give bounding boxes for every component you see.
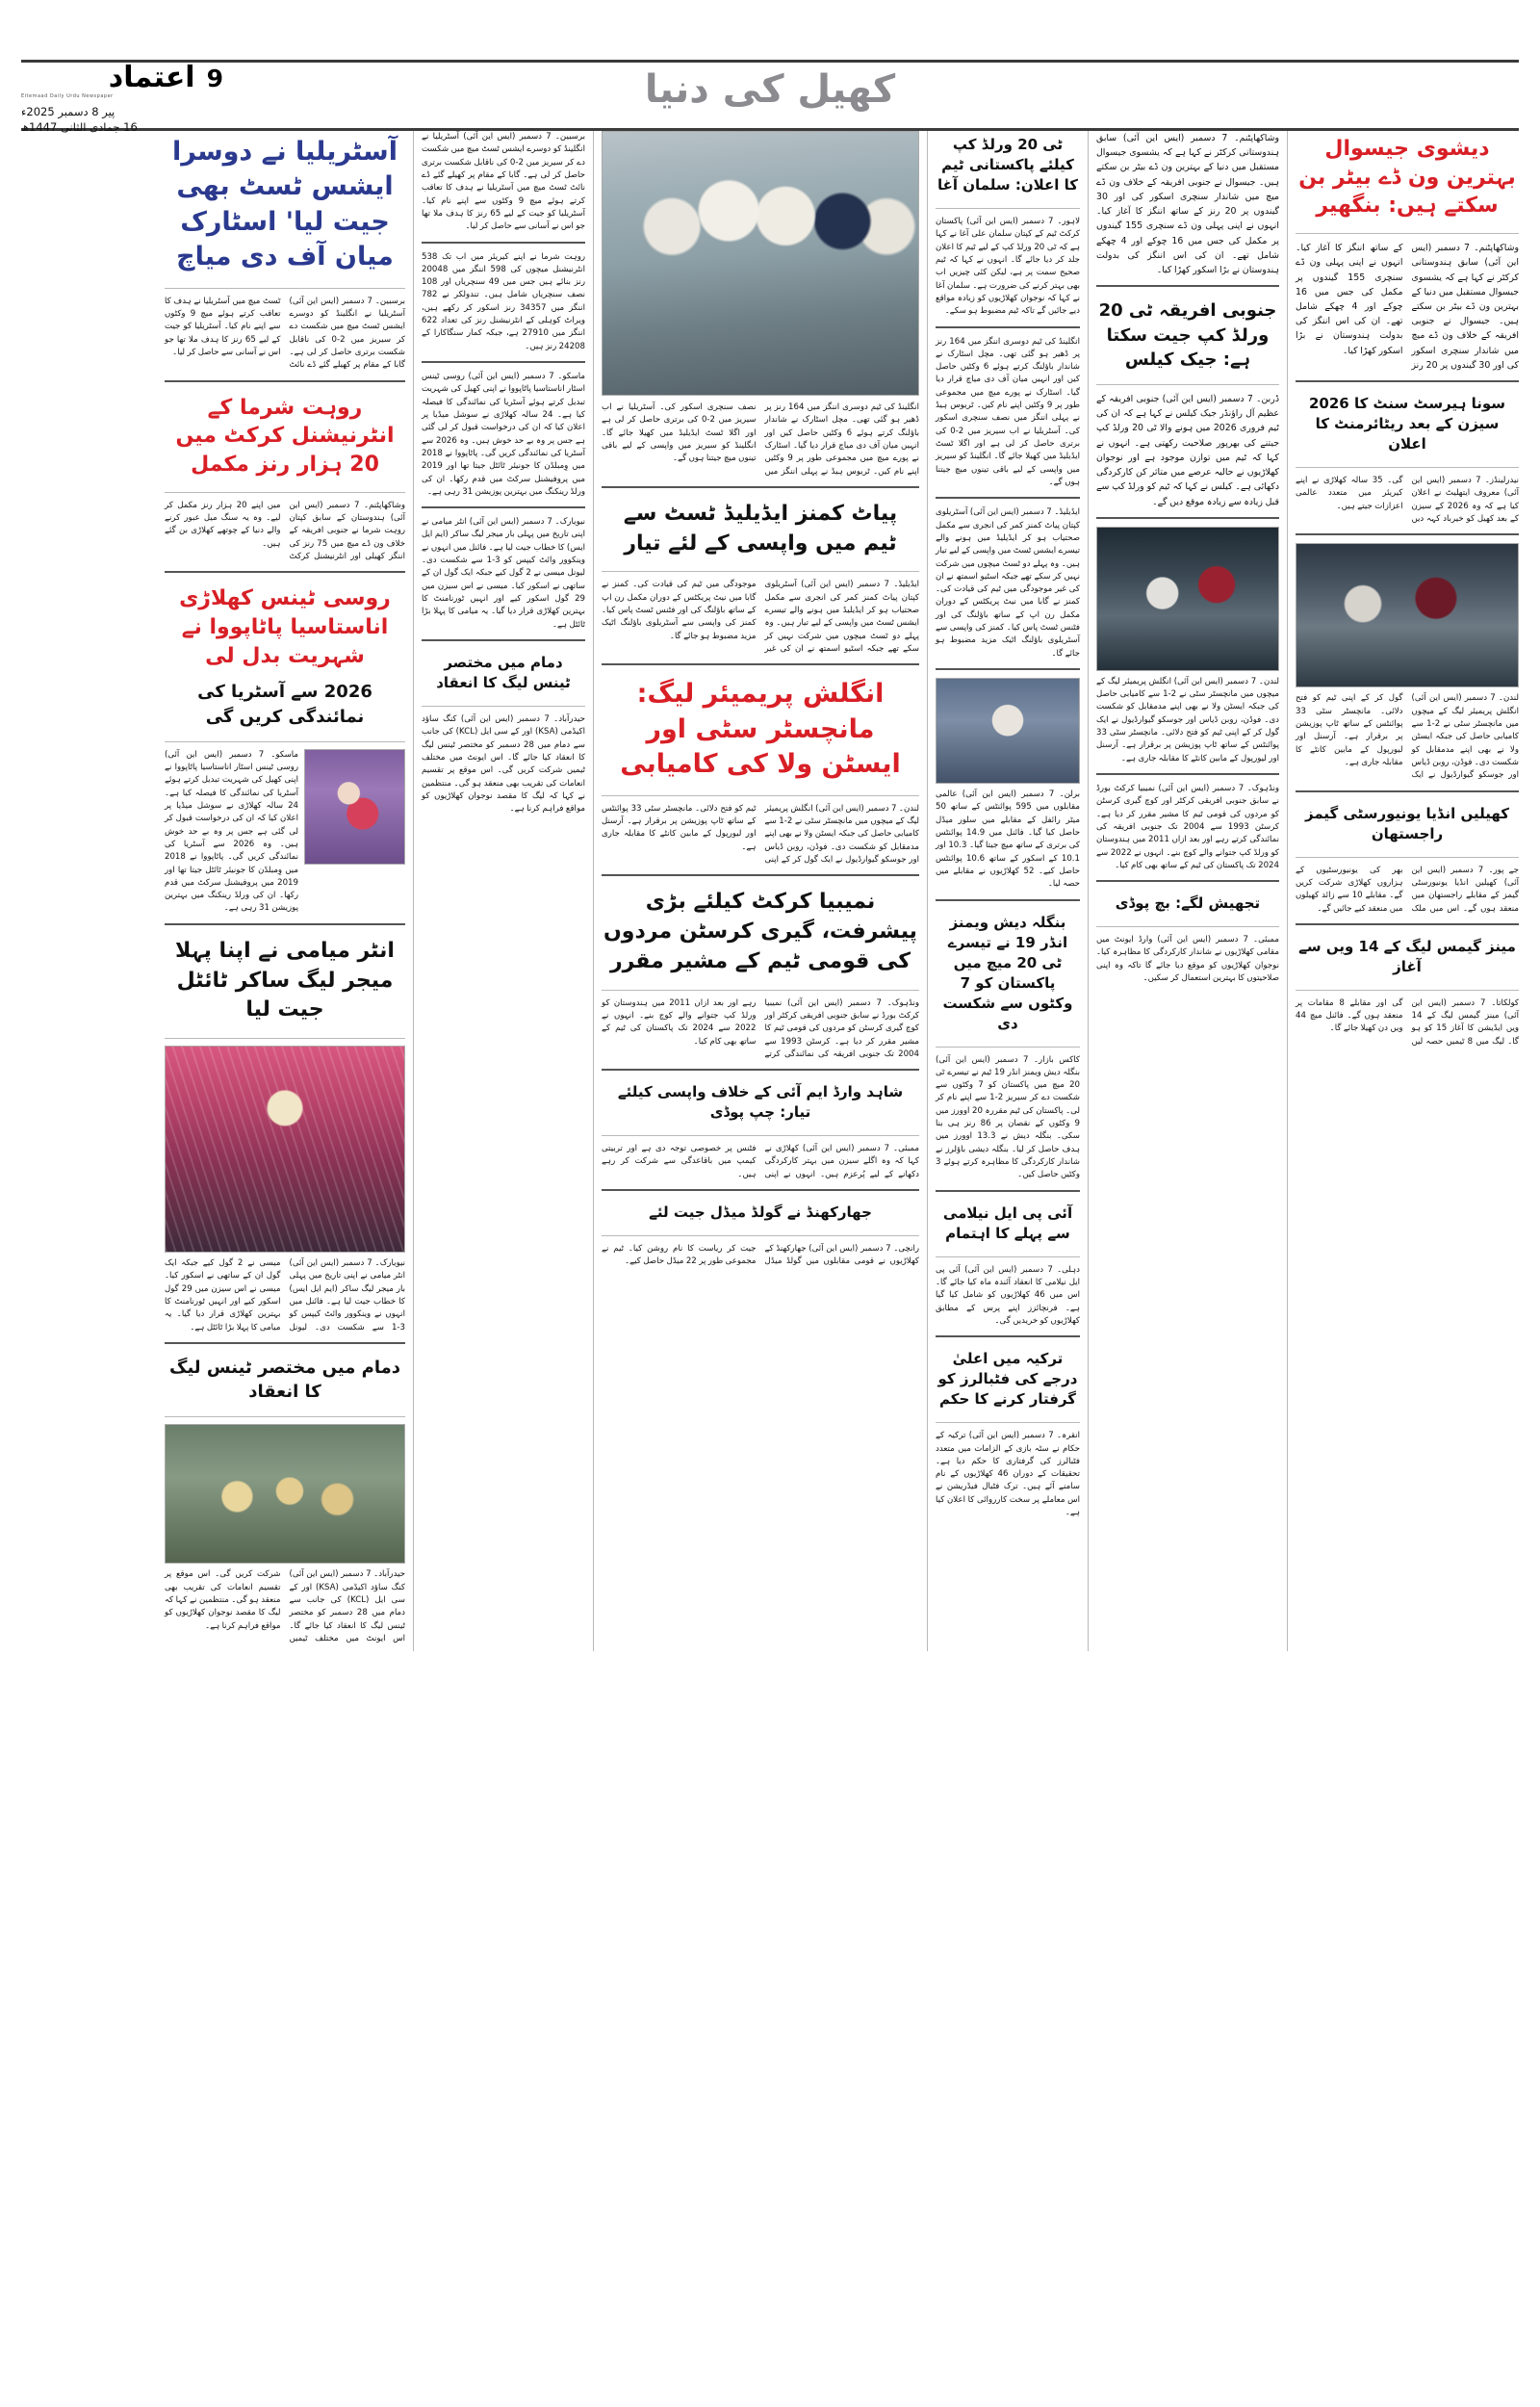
ashes-left-body: برسبین۔ 7 دسمبر (ایس این آئی) آسٹریلیا نے انگلینڈ کو دوسرے ایشس ٹسٹ میچ میں شکست دے کر سیریز میں 2-0 کی ناقابل شکست برتری حاصل کر لی ہے۔ گابا کے مقام پر کھیلے گئے ڈے نائٹ ٹسٹ میچ میں آسٹریلیا نے ہدف کا تعاقب کرتے ہوئے میچ 9 وکٹوں سے اپنے نام کیا۔ آسٹریلیا کو جیت کے لیے 65 رنز کا ہدف ملا تھا جو اس نے آسانی سے حاصل کر لیا۔ [165,296,405,371]
article-dammam [165,1352,405,1645]
divider [422,506,585,508]
divider [936,497,1080,499]
masthead-rule [21,60,1519,63]
divider [165,1416,405,1417]
ashes-lead-text [602,401,919,479]
rohit-body-mid: روہت شرما نے اپنے کیریئر میں اب تک 538 انٹرنیشنل میچوں کی 598 اننگز میں 20048 رنز بنائے ہیں جس میں 49 سنچریاں اور 108 نصف سنچریاں شامل ہیں۔ تندولکر نے 782 اننگز میں 34357 رنز اسکور کر رکھے ہیں، ویراٹ کوہلی کے انٹرنیشنل رنز کی تعداد 622 اننگز میں 27910 ہے، جبکہ کمار سنگاکارا کے 24208 رنز ہیں۔ [422,251,585,351]
column-divider [413,131,414,1651]
page-body [21,131,1519,1651]
uae-t20-headline: ٹی 20 ورلڈ کپ کیلئے پاکستانی ٹیم کا اعلان: سلمان آغا [937,136,1078,194]
epl-body-2: لندن۔ 7 دسمبر (ایس این آئی) انگلش پریمیئر لیگ کے میچوں میں مانچسٹر سٹی نے 2-1 سے کامیابی حاصل کی جبکہ ایسٹن ولا نے بھی اپنے مدمقابل کو شکست دی۔ فوڈن، روبن ڈیاس اور جوسکو گیوارڈیول نے ایک گول کر کے اپنی ٹیم کو فتح دلائی۔ مانچسٹر سٹی 33 پوائنٹس کے ساتھ ٹاپ پوزیشن پر برقرار ہے۔ آرسنل اور لیورپول کے مابین کانٹے کا مقابلہ جاری ہے۔ [1096,676,1279,764]
divider [602,1189,919,1191]
epl-photo-right-block [1096,527,1279,765]
rohit-headline: روہت شرما کے انٹرنیشنل کرکٹ میں 20 ہزار رنز مکمل [175,395,395,477]
mens-league-body: کولکاتا۔ 7 دسمبر (ایس این آئی) مینز گیمس لیگ کے 14 ویں ایڈیشن کا آغاز 15 کو ہو گا۔ لیگ میں 8 ٹیمیں حصہ لیں گی اور مقابلے 8 مقامات پر منعقد ہوں گے۔ فائنل میچ 44 ویں دن کھیلا جائے گا۔ [1296,997,1519,1047]
ashes-dateline-block [422,131,585,234]
article-sona [1296,390,1519,526]
divider [422,706,585,707]
turkey-headline: ترکیہ میں اعلیٰ درجے کی فٹبالرز کو گرفتار کرنے کا حکم [937,1350,1078,1409]
tejashwi-headline: تجھیش لگے: بچ پوڈی [1115,894,1261,913]
article-jharkhand [602,1199,919,1269]
divider [936,899,1080,901]
rohit-body: وشاکھاپٹنم۔ 7 دسمبر (ایس این آئی) ہندوستان کے سابق کپتان روہت شرما نے جنوبی افریقہ کے خلاف ون ڈے میچ میں 75 رنز کی اننگز کھیلی اور انٹرنیشنل کرکٹ میں اپنے 20 ہزار رنز مکمل کر لیے۔ وہ یہ سنگ میل عبور کرنے والے دنیا کے چوتھے کھلاڑی بن گئے ہیں۔ [165,500,406,561]
uae-t20-block [936,131,1080,319]
t20wc-body: ڈربن۔ 7 دسمبر (ایس این آئی) جنوبی افریقہ کے عظیم آل راؤنڈر جیک کیلس نے کہا ہے کہ ان کی ٹیم فروری 2026 میں ہونے والا ٹی 20 ورلڈ کپ جیتنے کی بھرپور صلاحیت رکھتی ہے۔ انہوں نے کہا کہ ٹیم میں توازن موجود ہے اور نوجوان کھلاڑیوں نے حالیہ عرصے میں متاثر کن کارکردگی دکھائی ہے۔ کیلس نے کہا کہ ٹیم کو ورلڈ کپ سے قبل زیادہ سے زیادہ موقع دیں گے۔ [1096,393,1279,507]
divider [1296,533,1519,535]
rohit-body-col5 [422,251,585,354]
article-inter-miami [165,933,405,1334]
jharkhand-headline: جھارکھنڈ نے گولڈ میڈل جیت لئے [649,1204,872,1222]
divider [936,1047,1080,1048]
article-ashes-head [165,131,405,373]
brand-latin-name: Eitemaad Daily Urdu Newspaper [21,93,114,99]
sona-headline: سونا ہیرسٹ سنٹ کا 2026 سیزن کے بعد ریٹائرمنٹ کا اعلان [1308,395,1506,453]
epl-photo-1 [1296,543,1519,687]
jaiswal-dateline: وشاکھاپٹنم۔ 7 دسمبر (ایس این آئی) سابق ہندوستانی کرکٹر نے کہا ہے کہ یشسوی جیسوال مستقبل میں دنیا کے بہترین ون ڈے بیٹر بن سکتے ہیں۔ جیسوال نے جنوبی افریقہ کے خلاف ون ڈے میچ میں شاندار سنچری اسکور کی اور 30 گیندوں پر 20 رنز کے ساتھ اننگز کا آغاز کیا۔ انہوں نے اپنی پہلی ون ڈے سنچری 155 گیندوں پر مکمل کی جس میں 16 چوکے اور 4 چھکے شامل تھے۔ ان کی اس اننگز کی بدولت ہندوستان نے بڑا اسکور کھڑا کیا۔ [1096,133,1279,276]
sona-body: نیدرلینڈز۔ 7 دسمبر (ایس این آئی) معروف ایتھلیٹ نے اعلان کیا ہے کہ وہ 2026 کے سیزن کے بعد کھیل کو خیرباد کہہ دیں گی۔ 35 سالہ کھلاڑی نے اپنے کیریئر میں متعدد عالمی اعزازات جیتے ہیں۔ [1296,476,1519,525]
divider [1296,990,1519,991]
divider [602,795,919,796]
divider [602,571,919,572]
article-tejashwi [1096,890,1279,985]
tennis-headline: روسی ٹینس کھلاڑی اناستاسیا پاٹاپووا نے شہریت بدل لی [179,586,391,668]
article-shahid [602,1078,919,1181]
india-u19-body: کاکس بازار۔ 7 دسمبر (ایس این آئی) بنگلہ دیش ویمنز انڈر 19 ٹیم نے تیسرے ٹی 20 میچ میں پاکستان کو 7 وکٹوں سے شکست دے کر سیریز 2-1 سے اپنے نام کر لی۔ پاکستان کی ٹیم مقررہ 20 اوورز میں 9 وکٹوں کے نقصان پر 86 رنز ہی بنا سکی۔ بنگلہ دیش نے 13.3 اوورز میں ہدف حاصل کر لیا۔ بنگلہ دیشی باؤلرز نے شاندار کارکردگی کا مظاہرہ کرتے ہوئے 3 وکٹیں حاصل کیں۔ [936,1054,1081,1180]
section-title: کھیل کی دنیا [644,67,896,112]
divider [936,1422,1080,1423]
ashes-dateline: برسبین۔ 7 دسمبر (ایس این آئی) آسٹریلیا نے انگلینڈ کو دوسرے ایشس ٹسٹ میچ میں شکست دے کر سیریز میں 2-0 کی ناقابل شکست برتری حاصل کر لی ہے۔ گابا کے مقام پر کھیلے گئے ڈے نائٹ ٹسٹ میچ میں آسٹریلیا نے ہدف کا تعاقب کرتے ہوئے میچ 9 وکٹوں سے اپنے نام کیا۔ آسٹریلیا کو جیت کے لیے 65 رنز کا ہدف ملا تھا جو اس نے آسانی سے حاصل کر لیا۔ [422,132,586,232]
ashes-lead-body: انگلینڈ کی ٹیم دوسری اننگز میں 164 رنز پر ڈھیر ہو گئی تھی۔ مچل اسٹارک نے شاندار باؤلنگ کرتے ہوئے 6 وکٹیں حاصل کیں اور انہیں میان آف دی میاچ قرار دیا گیا۔ اسٹارک نے پورے میچ میں مجموعی طور پر 9 وکٹیں اپنے نام کیں۔ ٹریوس ہیڈ نے پہلی اننگز میں نصف سنچری اسکور کی۔ آسٹریلیا نے اب سیریز میں 2-0 کی برتری حاصل کر لی ہے اور اگلا ٹسٹ ایڈیلیڈ میں کھیلا جائے گا۔ انگلینڈ کو سیریز میں واپسی کے لیے باقی تینوں میچ جیتنا ہوں گے۔ [602,402,919,477]
ipl-auction-block [936,1200,1080,1329]
divider [1096,880,1279,882]
tennis-body-col5 [422,371,585,499]
epl-photo-left-block [1296,543,1519,782]
column-center [602,131,919,1651]
divider [1096,384,1279,385]
india-u19-block [936,909,1080,1182]
divider [422,361,585,363]
epl-caption-body: لندن۔ 7 دسمبر (ایس این آئی) انگلش پریمیئر لیگ کے میچوں میں مانچسٹر سٹی نے 2-1 سے کامیابی حاصل کی جبکہ ایسٹن ولا نے بھی اپنے مدمقابل کو شکست دی۔ فوڈن، روبن ڈیاس اور جوسکو گیوارڈیول نے ایک گول کر کے اپنی ٹیم کو فتح دلائی۔ مانچسٹر سٹی 33 پوائنٹس کے ساتھ ٹاپ پوزیشن پر برقرار ہے۔ آرسنل اور لیورپول کے مابین کانٹے کا مقابلہ جاری ہے۔ [1296,693,1519,781]
date-hijri: 16 جمادی الثانی 1447ھ [21,119,138,134]
divider [602,1235,919,1236]
divider [936,1335,1080,1337]
namibia-headline: نمیبیا کرکٹ کیلئے بڑی پیشرفت، گیری کرسٹن مردوں کی قومی ٹیم کے مشیر مقرر [603,890,917,973]
jaiswal-headline: دیشوی جیسوال بہترین ون ڈے بیٹر بن سکتے ہیں: بنگھیر [1298,137,1516,219]
divider [1296,380,1519,382]
divider [936,1190,1080,1192]
divider [602,990,919,991]
ashes-lead-photo-block [602,131,919,396]
tennis-body: ماسکو۔ 7 دسمبر (ایس این آئی) روسی ٹینس اسٹار اناستاسیا پاٹاپووا نے اپنی کھیل کی شہریت تبدیل کرتے ہوئے آسٹریا کی نمائندگی کا فیصلہ کیا ہے۔ 24 سالہ کھلاڑی نے سوشل میڈیا پر اعلان کیا کہ ان کی درخواست قبول کر لی گئی ہے جس پر وہ بے حد خوش ہیں۔ وہ 2026 سے آسٹریا کی نمائندگی کریں گی۔ پاٹاپووا نے 2018 میں وِمبلڈن کا جونیئر ٹائٹل جیتا تھا اور 2019 میں پروفیشنل سرکٹ میں قدم رکھا۔ ان کی ورلڈ رینکنگ میں بہترین پوزیشن 31 رہی ہے۔ [165,749,298,914]
divider [936,668,1080,670]
divider [602,1069,919,1071]
column-2 [1096,131,1279,1651]
ashes-body-col3 [936,336,1080,490]
divider [1096,285,1279,287]
cummins-body: ایڈیلیڈ۔ 7 دسمبر (ایس این آئی) آسٹریلوی کپتان پیاٹ کمنز کمر کی انجری سے مکمل صحتیاب ہو کر ایڈیلیڈ میں ہونے والے تیسرے ایشس ٹسٹ میں واپسی کے لیے تیار ہیں۔ وہ پہلے دو ٹسٹ میچوں میں شرکت نہیں کر سکے تھے جبکہ اسٹیو اسمتھ نے ان کی غیر موجودگی میں ٹیم کی قیادت کی۔ کمنز نے گابا میں نیٹ پریکٹس کے دوران مکمل رن اپ کے ساتھ باؤلنگ کی اور فٹنس ٹسٹ پاس کیا۔ کمنز کی واپسی سے آسٹریلوی باؤلنگ اٹیک مزید مضبوط ہو جائے گا۔ [602,580,919,655]
jharkhand-body: رانچی۔ 7 دسمبر (ایس این آئی) جھارکھنڈ کے کھلاڑیوں نے قومی مقابلوں میں گولڈ میڈل جیت کر ریاست کا نام روشن کیا۔ ٹیم نے مجموعی طور پر 22 میڈل حاصل کیے۔ [602,1244,919,1267]
column-divider [593,131,594,1651]
epl-main-body: لندن۔ 7 دسمبر (ایس این آئی) انگلش پریمیئر لیگ کے میچوں میں مانچسٹر سٹی نے 2-1 سے کامیابی حاصل کی جبکہ ایسٹن ولا نے بھی اپنے مدمقابل کو شکست دی۔ فوڈن، روبن ڈیاس اور جوسکو گیوارڈیول نے ایک گول کر کے اپنی ٹیم کو فتح دلائی۔ مانچسٹر سٹی 33 پوائنٹس کے ساتھ ٹاپ پوزیشن پر برقرار ہے۔ آرسنل اور لیورپول کے مابین کانٹے کا مقابلہ جاری ہے۔ [602,803,919,865]
divider [936,326,1080,328]
worldcup-final-body: برلن۔ 7 دسمبر (ایس این آئی) عالمی مقابلوں میں 595 پوائنٹس کے ساتھ 50 میٹر رائفل کے مقابلے میں سلور میڈل حاصل کیا گیا۔ فائنل میں 14.9 پوائنٹس کی برتری کے ساتھ میچ جیتا گیا۔ 10.3 اور 10.1 کے اسکور کے ساتھ 10.6 پوائنٹس حاصل کیے۔ 52 کھلاڑیوں نے مقابلے میں حصہ لیا۔ [936,789,1081,890]
article-jaiswal [1296,131,1519,373]
tejashwi-body: ممبئی۔ 7 دسمبر (ایس این آئی) وارڈ ایونٹ میں مقامی کھلاڑیوں نے شاندار کارکردگی کا مظاہرہ کیا۔ نوجوان کھلاڑیوں کو موقع دیا جائے گا تاکہ وہ اپنی صلاحیتوں کا بہترین استعمال کر سکیں۔ [1096,935,1279,984]
dammam-headline: دمام میں مختصر ٹینس لیگ کا انعقاد [169,1358,400,1403]
cummins-headline: پیاٹ کمنز ایڈیلیڈ ٹسٹ سے ٹیم میں واپسی کے لئے تیار [623,501,898,556]
divider [165,741,405,742]
divider [422,639,585,641]
tennis-photo [304,749,405,865]
uae-t20-body: لاہور۔ 7 دسمبر (ایس این آئی) پاکستان کرکٹ ٹیم کے کپتان سلمان علی آغا نے کہا ہے کہ ٹی 20 ورلڈ کپ کے لیے ٹیم کا اعلان جلد کر دیا جائے گا۔ انہوں نے کہا کہ ٹیم صحیح سمت پر ہے، لیکن کئی چیزیں اب بھی بہتر کرنے کی ضرورت ہے۔ سلمان آغا نے کہا کہ نوجوان کھلاڑیوں کو زیادہ مواقع دیے جائیں گے تاکہ ٹیم مضبوط ہو سکے۔ [936,217,1080,317]
divider [936,208,1080,209]
divider [165,1342,405,1344]
divider [602,874,919,876]
shooting-photo [936,678,1080,784]
divider [602,1135,919,1136]
kheliye-body: جے پور۔ 7 دسمبر (ایس این آئی) کھیلیں انڈیا یونیورسٹی گیمز کے مقابلے راجستھان میں منعقد ہوں گے۔ اس میں ملک بھر کی یونیورسٹیوں کے ہزاروں کھلاڑی شرکت کریں گے۔ مقابلے 10 سے زائد کھیلوں میں منعقد کیے جائیں گے۔ [1296,865,1519,914]
divider [165,288,405,289]
ipl-auction-headline: آئی پی ایل نیلامی سے پہلے کا اہتمام [942,1204,1073,1242]
turkey-body: انقرہ۔ 7 دسمبر (ایس این آئی) ترکیہ کے حکام نے سٹہ بازی کے الزامات میں متعدد فٹبالرز کی گرفتاری کا حکم دیا ہے۔ تحقیقات کے دوران 46 کھلاڑیوں کے نام سامنے آئے ہیں۔ ترک فٹبال فیڈریشن نے اس معاملے پر سخت کارروائی کا اعلان کیا ہے۔ [936,1431,1080,1518]
divider [602,486,919,488]
india-u19-headline: بنگلہ دیش ویمنز انڈر 19 نے تیسرے ٹی 20 میچ میں پاکستان کو 7 وکٹوں سے شکست دی [942,913,1073,1032]
t20wc-headline: جنوبی افریقہ ٹی 20 ورلڈ کپ جیت سکتا ہے: جیک کیلس [1098,300,1277,370]
shahid-body: ممبئی۔ 7 دسمبر (ایس این آئی) کھلاڑی نے کہا کہ وہ اگلے سیزن میں بہتر کارکردگی دکھانے کے لیے پُرعزم ہیں۔ انہوں نے اپنی فٹنس پر خصوصی توجہ دی ہے اور تربیتی کیمپ میں باقاعدگی سے شرکت کر رہے ہیں۔ [602,1144,919,1179]
divider [165,571,405,573]
column-divider [1088,131,1089,1651]
namibia-body-col2: ونڈہوک۔ 7 دسمبر (ایس این آئی) نمیبیا کرکٹ بورڈ نے سابق جنوبی افریقی کرکٹر اور کوچ گیری کرسٹن کو مردوں کی قومی ٹیم کا مشیر مقرر کر دیا ہے۔ کرسٹن 1993 سے 2004 تک جنوبی افریقہ کی نمائندگی کرتے رہے اور بعد ازاں 2011 میں ہندوستان کو ورلڈ کپ جتوانے والے کوچ بنے۔ انہوں نے 2022 سے 2024 تک پاکستان کی ٹیم کے ساتھ بھی کام کیا۔ [1096,783,1279,870]
article-cummins [602,496,919,656]
article-namibia [602,884,919,1061]
brand-name: اعتماد [108,61,195,94]
namibia-continued [1096,783,1279,872]
divider [422,242,585,244]
article-epl [602,673,919,867]
inter-miami-body: نیویارک۔ 7 دسمبر (ایس این آئی) انٹر میامی نے اپنی تاریخ میں پہلی بار میجر لیگ ساکر (ایم ایل ایس) کا خطاب جیت لیا ہے۔ فائنل میں انہوں نے وینکوور وائٹ کیپس کو 3-1 سے شکست دی۔ لیونل میسی نے 2 گول کیے جبکہ ایک گول ان کے ساتھی نے اسکور کیا۔ میسی نے اس سیزن میں 29 گول اسکور کیے اور انہیں ٹورنامنٹ کا بہترین کھلاڑی قرار دیا گیا۔ یہ میامی کا پہلا بڑا ٹائٹل ہے۔ [165,1258,405,1333]
divider [1096,773,1279,775]
divider [165,380,405,382]
tennis-subheadline: 2026 سے آسٹریا کی نمائندگی کریں گی [197,682,372,727]
dammam-body-col5 [422,649,585,816]
ipl-auction-body: دہلی۔ 7 دسمبر (ایس این آئی) آئی پی ایل نیلامی کا انعقاد آئندہ ماہ کیا جائے گا۔ اس میں 46 کھلاڑیوں کو شامل کیا گیا ہے۔ فرنچائزز اپنے پرس کے مطابق کھلاڑیوں کو خریدیں گی۔ [936,1264,1081,1326]
column-3 [936,131,1080,1651]
divider [1296,857,1519,858]
ashes-body-left: انگلینڈ کی ٹیم دوسری اننگز میں 164 رنز پر ڈھیر ہو گئی تھی۔ مچل اسٹارک نے شاندار باؤلنگ کرتے ہوئے 6 وکٹیں حاصل کیں اور انہیں میان آف دی میاچ قرار دیا گیا۔ اسٹارک نے پورے میچ میں مجموعی طور پر 9 وکٹیں اپنے نام کیں۔ ٹریوس ہیڈ نے پہلی اننگز میں نصف سنچری اسکور کی۔ آسٹریلیا نے اب سیریز میں 2-0 کی برتری حاصل کر لی ہے اور اگلا ٹسٹ ایڈیلیڈ میں کھیلا جائے گا۔ انگلینڈ کو سیریز میں واپسی کے لیے باقی تینوں میچ جیتنا ہوں گے۔ [936,336,1080,487]
divider [602,663,919,665]
dammam-body: حیدرآباد۔ 7 دسمبر (ایس این آئی) کنگ ساؤد اکیڈمی (KSA) اور کے سی ایل (KCL) کی جانب سے دمام میں 28 دسمبر کو مختصر ٹینس لیگ کا انعقاد کیا جائے گا۔ اس ایونٹ میں مختلف ٹیمیں شرکت کریں گی۔ اس موقع پر تقسیم انعامات کی تقریب بھی منعقد ہو گی۔ منتظمین نے کہا کہ لیگ کا مقصد نوجوان کھلاڑیوں کو مواقع فراہم کرنا ہے۔ [165,1569,406,1643]
column-1 [1296,131,1519,1651]
column-left [165,131,405,1651]
inter-miami-photo [165,1046,405,1253]
inter-miami-body-col5 [422,516,585,632]
cummins-body-left: ایڈیلیڈ۔ 7 دسمبر (ایس این آئی) آسٹریلوی کپتان پیاٹ کمنز کمر کی انجری سے مکمل صحتیاب ہو کر ایڈیلیڈ میں ہونے والے تیسرے ایشس ٹسٹ میں واپسی کے لیے تیار ہیں۔ وہ پہلے دو ٹسٹ میچوں میں شرکت نہیں کر سکے تھے جبکہ اسٹیو اسمتھ نے ان کی غیر موجودگی میں ٹیم کی قیادت کی۔ کمنز نے گابا میں نیٹ پریکٹس کے دوران مکمل رن اپ کے ساتھ باؤلنگ کی اور فٹنس ٹسٹ پاس کیا۔ کمنز کی واپسی سے آسٹریلوی باؤلنگ اٹیک مزید مضبوط ہو جائے گا۔ [936,507,1080,659]
article-rohit [165,390,405,564]
ashes-lead-photo [602,131,919,396]
divider [1096,517,1279,519]
tennis-body-mid: ماسکو۔ 7 دسمبر (ایس این آئی) روسی ٹینس اسٹار اناستاسیا پاٹاپووا نے اپنی کھیل کی شہریت تبدیل کرتے ہوئے آسٹریا کی نمائندگی کا فیصلہ کیا ہے۔ 24 سالہ کھلاڑی نے سوشل میڈیا پر اعلان کیا کہ ان کی درخواست قبول کر لی گئی ہے جس پر وہ بے حد خوش ہیں۔ وہ 2026 سے آسٹریا کی نمائندگی کریں گی۔ پاٹاپووا نے 2018 میں وِمبلڈن کا جونیئر ٹائٹل جیتا تھا اور 2019 میں پروفیشنل سرکٹ میں قدم رکھا۔ ان کی ورلڈ رینکنگ میں بہترین پوزیشن 31 رہی ہے۔ [422,372,586,497]
kheliye-headline: کھیلیں انڈیا یونیورسٹی گیمز راجستھان [1305,804,1509,842]
worldcup-final-block [936,678,1080,892]
dammam-photo [165,1424,405,1564]
divider [165,923,405,925]
column-divider [1287,131,1288,1651]
shahid-headline: شاہد وارڈ ایم آئی کے خلاف واپسی کیلئے تیار: چپ پوڈی [617,1083,904,1122]
inter-miami-headline: انٹر میامی نے اپنا پہلا میجر لیگ ساکر ٹائٹل جیت لیا [175,938,395,1022]
divider [1296,923,1519,925]
divider [1296,467,1519,468]
inter-miami-body-mid: نیویارک۔ 7 دسمبر (ایس این آئی) انٹر میامی نے اپنی تاریخ میں پہلی بار میجر لیگ ساکر (ایم ایل ایس) کا خطاب جیت لیا ہے۔ فائنل میں انہوں نے وینکوور وائٹ کیپس کو 3-1 سے شکست دی۔ لیونل میسی نے 2 گول کیے جبکہ ایک گول ان کے ساتھی نے اسکور کیا۔ میسی نے اس سیزن میں 29 گول اسکور کیے اور انہیں ٹورنامنٹ کا بہترین کھلاڑی قرار دیا گیا۔ یہ میامی کا پہلا بڑا ٹائٹل ہے۔ [422,517,586,630]
namibia-body: ونڈہوک۔ 7 دسمبر (ایس این آئی) نمیبیا کرکٹ بورڈ نے سابق جنوبی افریقی کرکٹر اور کوچ گیری کرسٹن کو مردوں کی قومی ٹیم کا مشیر مقرر کر دیا ہے۔ کرسٹن 1993 سے 2004 تک جنوبی افریقہ کی نمائندگی کرتے رہے اور بعد ازاں 2011 میں ہندوستان کو ورلڈ کپ جتوانے والے کوچ بنے۔ انہوں نے 2022 سے 2024 تک پاکستان کی ٹیم کے ساتھ بھی کام کیا۔ [602,997,920,1059]
page-number: 9 [206,65,223,92]
epl-photo-2 [1096,527,1279,671]
divider [1296,233,1519,234]
turkey-block [936,1345,1080,1519]
article-tennis [165,581,405,916]
column-5 [422,131,585,1651]
dammam-sub-headline: دمام میں مختصر ٹینس لیگ کا انعقاد [436,653,571,691]
jaiswal-continued [1096,131,1279,277]
masthead [21,17,1519,134]
date-gregorian: پیر 8 دسمبر 2025ء [21,105,116,118]
divider [165,492,405,493]
article-kheliye [1296,800,1519,916]
mens-league-headline: مینز گیمس لیگ کے 14 ویں سے آغاز [1298,937,1516,975]
article-mens-league [1296,933,1519,1048]
article-t20wc [1096,295,1279,508]
cummins-body-col3 [936,506,1080,660]
divider [1096,926,1279,927]
divider [165,1038,405,1039]
divider [1296,790,1519,792]
divider [936,1256,1080,1257]
epl-headline: انگلش پریمیئر لیگ: مانچسٹر سٹی اور ایسٹن ولا کی کامیابی [620,679,901,780]
ashes-headline: آسٹریلیا نے دوسرا ایشس ٹسٹ بھی جیت لیا' اسٹارک میان آف دی میاچ [172,137,398,272]
jaiswal-body: وشاکھاپٹنم۔ 7 دسمبر (ایس این آئی) سابق ہندوستانی کرکٹر نے کہا ہے کہ یشسوی جیسوال مستقبل میں دنیا کے بہترین ون ڈے بیٹر بن سکتے ہیں۔ جیسوال نے جنوبی افریقہ کے خلاف ون ڈے میچ میں شاندار سنچری اسکور کی اور 30 گیندوں پر 20 رنز کے ساتھ اننگز کا آغاز کیا۔ انہوں نے اپنی پہلی ون ڈے سنچری 155 گیندوں پر مکمل کی جس میں 16 چوکے اور 4 چھکے شامل تھے۔ ان کی اس اننگز کی بدولت ہندوستان نے بڑا اسکور کھڑا کیا۔ [1296,243,1520,371]
column-divider [927,131,928,1651]
dammam-body-mid: حیدرآباد۔ 7 دسمبر (ایس این آئی) کنگ ساؤد اکیڈمی (KSA) اور کے سی ایل (KCL) کی جانب سے دمام میں 28 دسمبر کو مختصر ٹینس لیگ کا انعقاد کیا جائے گا۔ اس ایونٹ میں مختلف ٹیمیں شرکت کریں گی۔ اس موقع پر تقسیم انعامات کی تقریب بھی منعقد ہو گی۔ منتظمین نے کہا کہ لیگ کا مقصد نوجوان کھلاڑیوں کو مواقع فراہم کرنا ہے۔ [422,713,585,815]
